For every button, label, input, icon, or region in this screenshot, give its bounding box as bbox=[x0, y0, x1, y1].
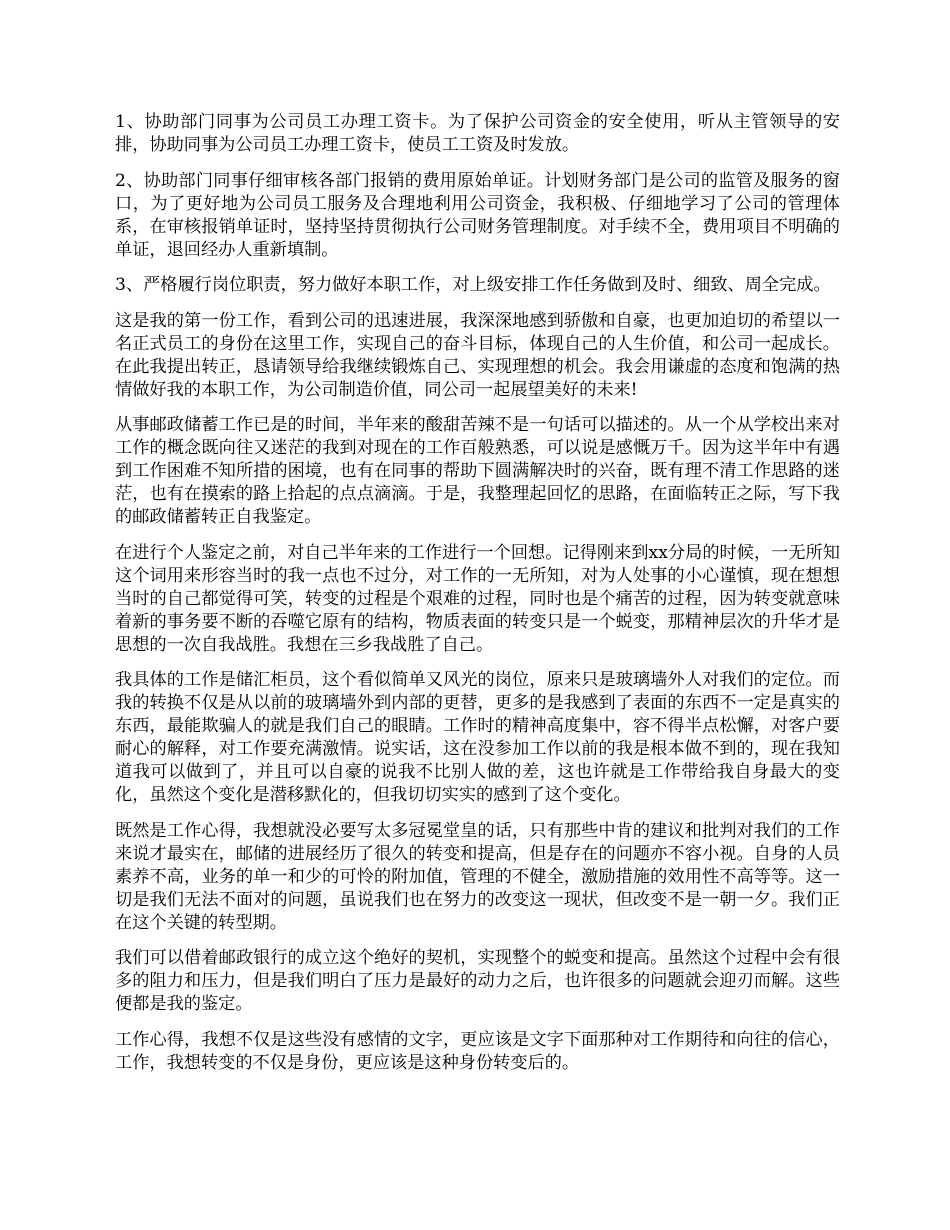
paragraph-7: 我具体的工作是储汇柜员，这个看似简单又风光的岗位，原来只是玻璃墙外人对我们的定位。而我的转换不仅是从以前的玻璃墙外到内部的更替，更多的是我感到了表面的东西不一定是真实的东西，最能欺骗人的就是我们自己的眼睛。工作时的精神高度集中，容不得半点松懈，对客户要耐心的解释，对工作要充满激情。说实话，这在没参加工作以前的我是根本做不到的，现在我知道我可以做到了，并且可以自豪的说我不比别人做的差，这也许就是工作带给我自身最大的变化，虽然这个变化是潜移默化的，但我切切实实的感到了这个变化。 bbox=[115, 670, 840, 805]
paragraph-4: 这是我的第一份工作，看到公司的迅速进展，我深深地感到骄傲和自豪，也更加迫切的希望以一名正式员工的身份在这里工作，实现自己的奋斗目标，体现自己的人生价值，和公司一起成长。在此我提出转正，恳请领导给我继续锻炼自己、实现理想的机会。我会用谦虚的态度和饱满的热情做好我的本职工作，为公司制造价值，同公司一起展望美好的未来! bbox=[115, 310, 840, 400]
paragraph-10: 工作心得，我想不仅是这些没有感情的文字，更应该是文字下面那种对工作期待和向往的信心，工作，我想转变的不仅是身份，更应该是这种身份转变后的。 bbox=[115, 1029, 840, 1073]
paragraph-2: 2、协助部门同事仔细审核各部门报销的费用原始单证。计划财务部门是公司的监管及服务的窗口，为了更好地为公司员工服务及合理地利用公司资金，我积极、仔细地学习了公司的管理体系，在审核报销单证时，坚持坚持贯彻执行公司财务管理制度。对手续不全，费用项目不明确的单证，退回经办人重新填制。 bbox=[115, 170, 840, 260]
paragraph-6: 在进行个人鉴定之前，对自己半年来的工作进行一个回想。记得刚来到xx分局的时候，一无所知这个词用来形容当时的我一点也不过分，对工作的一无所知，对为人处事的小心谨慎，现在想想当时的自己都觉得可笑，转变的过程是个艰难的过程，同时也是个痛苦的过程，因为转变就意味着新的事务要不断的吞噬它原有的结构，物质表面的转变只是一个蜕变，那精神层次的升华才是思想的一次自我战胜。我想在三乡我战胜了自己。 bbox=[115, 542, 840, 655]
paragraph-1: 1、协助部门同事为公司员工办理工资卡。为了保护公司资金的安全使用，听从主管领导的安排，协助同事为公司员工办理工资卡，使员工工资及时发放。 bbox=[115, 112, 840, 155]
document-page bbox=[115, 111, 840, 1087]
paragraph-3: 3、严格履行岗位职责，努力做好本职工作，对上级安排工作任务做到及时、细致、周全完成。 bbox=[115, 275, 831, 295]
paragraph-5: 从事邮政储蓄工作已是的时间，半年来的酸甜苦辣不是一句话可以描述的。从一个从学校出来对工作的概念既向往又迷茫的我到对现在的工作百般熟悉，可以说是感慨万千。因为这半年中有遇到工作困难不知所措的困境，也有在同事的帮助下圆满解决时的兴奋，既有理不清工作思路的迷茫，也有在摸索的路上拾起的点点滴滴。于是，我整理起回忆的思路，在面临转正之际，写下我的邮政储蓄转正自我鉴定。 bbox=[115, 415, 840, 527]
paragraph-9: 我们可以借着邮政银行的成立这个绝好的契机，实现整个的蜕变和提高。虽然这个过程中会有很多的阻力和压力，但是我们明白了压力是最好的动力之后，也许很多的问题就会迎刃而解。这些便都是我的鉴定。 bbox=[115, 948, 840, 1014]
paragraph-8: 既然是工作心得，我想就没必要写太多冠冕堂皇的话，只有那些中肯的建议和批判对我们的工作来说才最实在，邮储的进展经历了很久的转变和提高，但是存在的问题亦不容小视。自身的人员素养不高，业务的单一和少的可怜的附加值，管理的不健全，激励措施的效用性不高等等。这一切是我们无法不面对的问题，虽说我们也在努力的改变这一现状，但改变不是一朝一夕。我们正在这个关键的转型期。 bbox=[115, 820, 840, 933]
